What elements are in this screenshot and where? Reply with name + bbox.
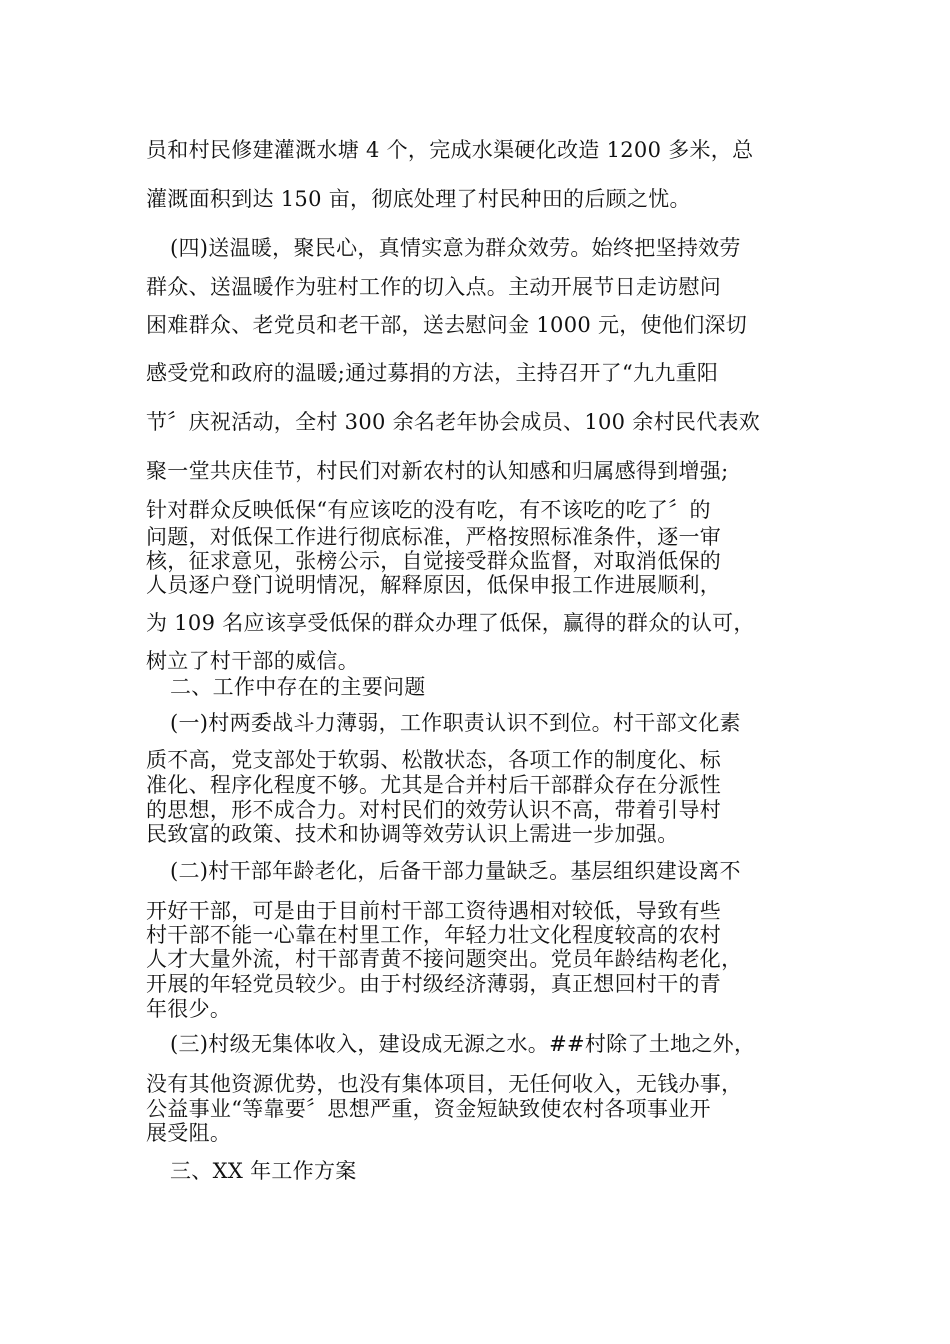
text-line: 的思想，形不成合力。对村民们的效劳认识不高，带着引导村 — [146, 798, 722, 822]
text-line: 年很少。 — [146, 997, 232, 1021]
text-line: 树立了村干部的威信。 — [146, 649, 359, 673]
paragraph-start-line: (二)村干部年龄老化，后备干部力量缺乏。基层组织建设离不 — [170, 859, 741, 883]
text-line: 群众、送温暖作为驻村工作的切入点。主动开展节日走访慰问 — [146, 275, 722, 299]
text-line: 针对群众反映低保“有应该吃的没有吃，有不该吃的吃了〞的 — [146, 498, 711, 522]
text-line: 人才大量外流，村干部青黄不接问题突出。党员年龄结构老化， — [146, 947, 743, 971]
text-line: 质不高，党支部处于软弱、松散状态，各项工作的制度化、标 — [146, 748, 722, 772]
section-heading: 二、工作中存在的主要问题 — [170, 675, 426, 699]
text-line: 感受党和政府的温暖;通过募捐的方法，主持召开了“九九重阳 — [146, 361, 719, 385]
paragraph-start-line: (四)送温暖，聚民心，真情实意为群众效劳。始终把坚持效劳 — [170, 236, 741, 260]
text-line: 聚一堂共庆佳节，村民们对新农村的认知感和归属感得到增强; — [146, 459, 729, 483]
text-line: 开展的年轻党员较少。由于村级经济薄弱，真正想回村干的青 — [146, 972, 722, 996]
text-line: 困难群众、老党员和老干部，送去慰问金 1000 元，使他们深切 — [146, 313, 748, 337]
text-line: 核，征求意见，张榜公示，自觉接受群众监督，对取消低保的 — [146, 549, 722, 573]
section-heading: 三、XX 年工作方案 — [170, 1159, 357, 1183]
text-line: 人员逐户登门说明情况，解释原因，低保申报工作进展顺利， — [146, 573, 722, 597]
text-line: 问题，对低保工作进行彻底标准，严格按照标准条件，逐一审 — [146, 525, 722, 549]
text-line: 公益事业“等靠要〞思想严重，资金短缺致使农村各项事业开 — [146, 1097, 711, 1121]
text-line: 准化、程序化程度不够。尤其是合并村后干部群众存在分派性 — [146, 773, 722, 797]
text-line: 民致富的政策、技术和协调等效劳认识上需进一步加强。 — [146, 822, 679, 846]
paragraph-start-line: (三)村级无集体收入，建设成无源之水。##村除了土地之外， — [170, 1032, 756, 1056]
text-line: 开好干部，可是由于目前村干部工资待遇相对较低，导致有些 — [146, 899, 722, 923]
text-line: 为 109 名应该享受低保的群众办理了低保，赢得的群众的认可， — [146, 611, 755, 635]
text-line: 展受阻。 — [146, 1121, 232, 1145]
text-line: 灌溉面积到达 150 亩，彻底处理了村民种田的后顾之忧。 — [146, 187, 691, 211]
paragraph-start-line: (一)村两委战斗力薄弱，工作职责认识不到位。村干部文化素 — [170, 711, 741, 735]
text-line: 节〞庆祝活动，全村 300 余名老年协会成员、100 余村民代表欢 — [146, 410, 761, 434]
text-line: 没有其他资源优势，也没有集体项目，无任何收入，无钱办事， — [146, 1072, 743, 1096]
text-line: 员和村民修建灌溉水塘 4 个，完成水渠硬化改造 1200 多米，总 — [146, 138, 754, 162]
text-line: 村干部不能一心靠在村里工作，年轻力壮文化程度较高的农村 — [146, 923, 722, 947]
